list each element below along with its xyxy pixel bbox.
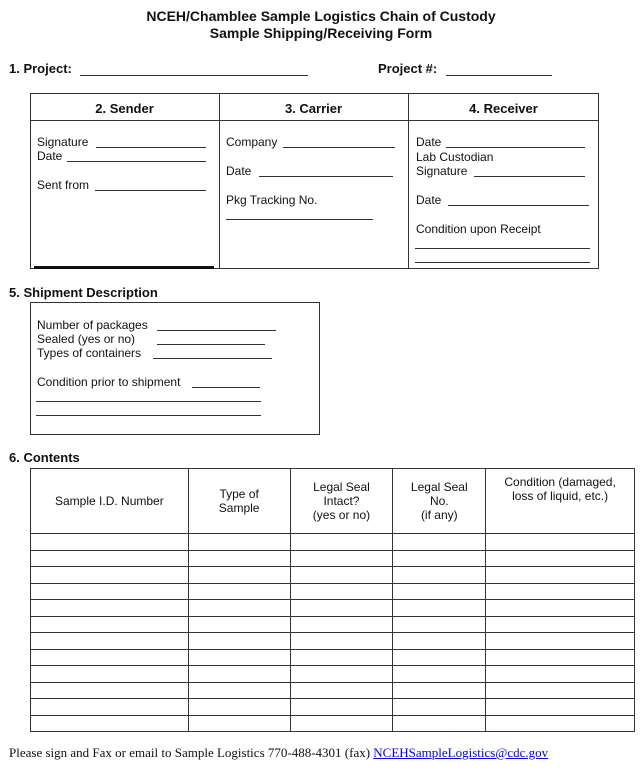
form-title: NCEH/Chamblee Sample Logistics Chain of Custody [146, 8, 496, 24]
table-cell[interactable] [188, 715, 290, 732]
table-cell[interactable] [31, 715, 189, 732]
table-cell[interactable] [393, 534, 486, 551]
col-sample-id: Sample I.D. Number [31, 469, 189, 534]
table-cell[interactable] [486, 550, 635, 567]
carrier-date-label: Date [226, 164, 252, 178]
table-cell[interactable] [486, 715, 635, 732]
table-cell[interactable] [393, 567, 486, 584]
table-cell[interactable] [188, 600, 290, 617]
sender-date-input[interactable] [67, 150, 206, 162]
table-cell[interactable] [31, 682, 189, 699]
shipment-condition-label: Condition prior to shipment [37, 375, 181, 389]
table-cell[interactable] [188, 583, 290, 600]
table-cell[interactable] [290, 715, 393, 732]
footer-instructions [9, 745, 548, 761]
table-cell[interactable] [31, 550, 189, 567]
table-cell[interactable] [31, 616, 189, 633]
table-cell[interactable] [486, 666, 635, 683]
shipment-condition-input-3[interactable] [36, 405, 261, 416]
table-row [31, 666, 635, 683]
carrier-date-input[interactable] [259, 165, 393, 177]
table-row [31, 534, 635, 551]
table-cell[interactable] [393, 699, 486, 716]
table-cell[interactable] [486, 600, 635, 617]
table-cell[interactable] [486, 534, 635, 551]
receiver-date2-input[interactable] [448, 194, 589, 206]
table-row [31, 633, 635, 650]
table-cell[interactable] [290, 682, 393, 699]
shipment-containers-label: Types of containers [37, 346, 142, 360]
sender-signature-label: Signature [37, 135, 89, 149]
contents-header-row [31, 469, 635, 534]
receiver-condition-label: Condition upon Receipt [416, 222, 541, 236]
shipment-packages-label: Number of packages [37, 318, 148, 332]
project-number-input[interactable] [446, 62, 552, 76]
carrier-heading: 3. Carrier [284, 101, 343, 116]
table-cell[interactable] [393, 649, 486, 666]
project-label: 1. Project: [9, 61, 72, 76]
table-cell[interactable] [31, 633, 189, 650]
table-cell[interactable] [290, 583, 393, 600]
receiver-condition-input-2[interactable] [415, 252, 590, 263]
carrier-tracking-input[interactable] [226, 208, 373, 220]
footer-email-link[interactable]: NCEHSampleLogistics@cdc.gov [373, 745, 549, 760]
sender-sent-from-input[interactable] [95, 179, 206, 191]
table-cell[interactable] [188, 633, 290, 650]
col-condition: Condition (damaged, loss of liquid, etc.) [486, 469, 635, 534]
table-cell[interactable] [188, 534, 290, 551]
table-cell[interactable] [31, 600, 189, 617]
table-cell[interactable] [290, 534, 393, 551]
sender-thick-rule [34, 266, 214, 269]
footer-text: Please sign and Fax or email to Sample Logistics 770-488-4301 (fax) [9, 745, 374, 760]
table-cell[interactable] [290, 550, 393, 567]
table-cell[interactable] [486, 567, 635, 584]
receiver-custodian-label: Lab Custodian [416, 150, 494, 164]
table-cell[interactable] [290, 649, 393, 666]
sender-sent-from-label: Sent from [37, 178, 90, 192]
table-row [31, 600, 635, 617]
table-cell[interactable] [188, 666, 290, 683]
table-cell[interactable] [486, 583, 635, 600]
table-cell[interactable] [31, 699, 189, 716]
receiver-date-input[interactable] [446, 136, 585, 148]
table-row [31, 699, 635, 716]
table-row [31, 616, 635, 633]
receiver-condition-input-1[interactable] [415, 238, 590, 249]
table-cell[interactable] [188, 567, 290, 584]
sender-carrier-divider [219, 93, 220, 269]
receiver-date-label: Date [416, 135, 442, 149]
table-cell[interactable] [393, 715, 486, 732]
table-cell[interactable] [393, 616, 486, 633]
table-row [31, 649, 635, 666]
table-cell[interactable] [31, 534, 189, 551]
table-cell[interactable] [486, 682, 635, 699]
carrier-tracking-label: Pkg Tracking No. [226, 193, 318, 207]
table-cell[interactable] [188, 682, 290, 699]
shipment-sealed-input[interactable] [157, 333, 265, 345]
carrier-company-input[interactable] [283, 136, 395, 148]
table-cell[interactable] [290, 633, 393, 650]
table-cell[interactable] [393, 600, 486, 617]
table-row [31, 567, 635, 584]
table-cell[interactable] [393, 682, 486, 699]
contents-heading: 6. Contents [9, 450, 80, 465]
receiver-signature-label: Signature [416, 164, 468, 178]
table-cell[interactable] [188, 550, 290, 567]
table-cell[interactable] [486, 633, 635, 650]
table-cell[interactable] [31, 567, 189, 584]
table-cell[interactable] [393, 666, 486, 683]
table-row [31, 583, 635, 600]
table-cell[interactable] [188, 649, 290, 666]
table-cell[interactable] [31, 666, 189, 683]
form-subtitle: Sample Shipping/Receiving Form [209, 25, 433, 41]
receiver-date2-label: Date [416, 193, 442, 207]
table-cell[interactable] [393, 550, 486, 567]
contents-table [30, 468, 635, 732]
table-cell[interactable] [393, 633, 486, 650]
parties-header-divider [30, 120, 599, 121]
col-seal-no: Legal Seal No. (if any) [393, 469, 486, 534]
sender-heading: 2. Sender [95, 101, 154, 116]
table-cell[interactable] [486, 699, 635, 716]
table-row [31, 682, 635, 699]
sender-date-label: Date [37, 149, 63, 163]
table-cell[interactable] [290, 666, 393, 683]
col-seal-intact: Legal Seal Intact? (yes or no) [290, 469, 393, 534]
project-input[interactable] [80, 62, 308, 76]
carrier-company-label: Company [226, 135, 278, 149]
table-cell[interactable] [188, 699, 290, 716]
table-cell[interactable] [290, 600, 393, 617]
shipment-packages-input[interactable] [157, 319, 276, 331]
table-cell[interactable] [188, 616, 290, 633]
table-cell[interactable] [290, 567, 393, 584]
project-field [9, 62, 72, 76]
project-number-label: Project #: [378, 61, 438, 76]
receiver-heading: 4. Receiver [469, 101, 538, 116]
col-type-of-sample: Type of Sample [188, 469, 290, 534]
sender-signature-input[interactable] [96, 136, 206, 148]
table-row [31, 715, 635, 732]
table-row [31, 550, 635, 567]
shipment-containers-input[interactable] [153, 347, 272, 359]
shipment-condition-input-1[interactable] [192, 376, 260, 388]
table-cell[interactable] [393, 583, 486, 600]
receiver-signature-input[interactable] [474, 165, 585, 177]
table-cell[interactable] [31, 583, 189, 600]
table-cell[interactable] [290, 699, 393, 716]
table-cell[interactable] [486, 649, 635, 666]
shipment-sealed-label: Sealed (yes or no) [37, 332, 136, 346]
table-cell[interactable] [486, 616, 635, 633]
table-cell[interactable] [290, 616, 393, 633]
shipment-heading: 5. Shipment Description [9, 285, 158, 300]
shipment-condition-input-2[interactable] [36, 391, 261, 402]
carrier-receiver-divider [408, 93, 409, 269]
table-cell[interactable] [31, 649, 189, 666]
